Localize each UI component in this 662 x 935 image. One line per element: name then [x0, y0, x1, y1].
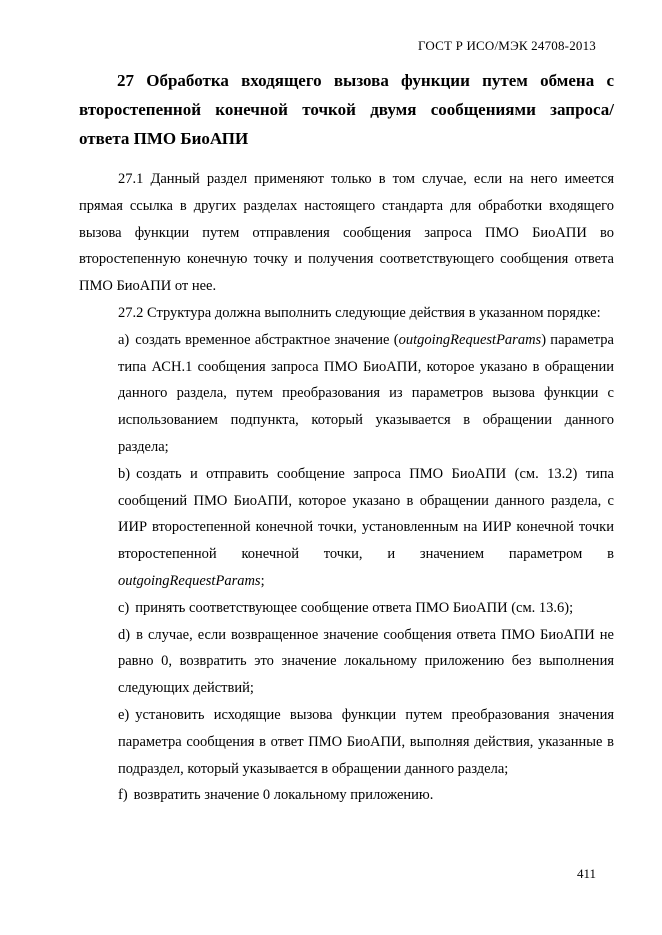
list-text: в случае, если возвращенное значение сообщения ответа ПМО БиоАПИ не равно 0, возвратить это значение локальному приложению без выполнения следующих действий;: [118, 626, 614, 697]
page-content: [79, 66, 614, 809]
list-marker: c): [118, 599, 130, 616]
page-header: ГОСТ Р ИСО/МЭК 24708-2013: [417, 38, 596, 53]
page-number: 411: [576, 866, 596, 881]
list-item-a: [118, 327, 614, 461]
section-title: 27 Обработка входящего вызова функции путем обмена с второстепенной конечной точкой двумя сообщениями запроса/ответа ПМО БиоАПИ: [79, 71, 614, 148]
list-emphasis: outgoingRequestParams: [398, 331, 542, 348]
list-marker: a): [118, 331, 130, 348]
list-text: создать и отправить сообщение запроса ПМО БиоАПИ (см. 13.2) типа сообщений ПМО БиоАПИ, которое указано в обращении данного раздела, с ИИР второстепенной конечной точки, установленным на ИИР конечной точки второстепенной конечной точки, и значением параметром в: [118, 465, 614, 563]
list-text: возвратить значение 0 локальному приложению.: [133, 787, 434, 804]
list-text-after: ) параметра типа АСН.1 сообщения запроса ПМО БиоАПИ, которое указано в обращении данного раздела, путем преобразования из параметров вызова функции с использованием подпункта, который указывается в обращении данного раздела;: [118, 331, 614, 455]
list-item-f: [118, 782, 614, 809]
list-item-d: [118, 622, 614, 702]
list-text-after: ;: [260, 572, 265, 589]
list-item-e: [118, 702, 614, 782]
list-marker: e): [118, 706, 130, 723]
list-emphasis: outgoingRequestParams: [118, 572, 261, 589]
paragraph-27-2: 27.2 Структура должна выполнить следующие действия в указанном порядке:: [118, 304, 601, 321]
list-text: установить исходящие вызова функции путем преобразования значения параметра сообщения в ответ ПМО БиоАПИ, выполняя действия, указанные в подраздел, который указывается в обращении данного раздела;: [118, 706, 614, 777]
list-marker: b): [118, 465, 131, 482]
list-text: принять соответствующее сообщение ответа ПМО БиоАПИ (см. 13.6);: [135, 599, 574, 616]
paragraph-27-1: 27.1 Данный раздел применяют только в том случае, если на него имеется прямая ссылка в других разделах настоящего стандарта для обработки входящего вызова функции путем отправления сообщения запроса ПМО БиоАПИ во второстепенную конечную точку и получения соответствующего сообщения ответа ПМО БиоАПИ от нее.: [79, 171, 614, 295]
list-item-b: [118, 461, 614, 595]
list-text: создать временное абстрактное значение (: [135, 331, 399, 348]
list-marker: f): [118, 787, 128, 804]
list-item-c: [118, 595, 614, 622]
action-list: [79, 327, 614, 809]
list-marker: d): [118, 626, 131, 643]
